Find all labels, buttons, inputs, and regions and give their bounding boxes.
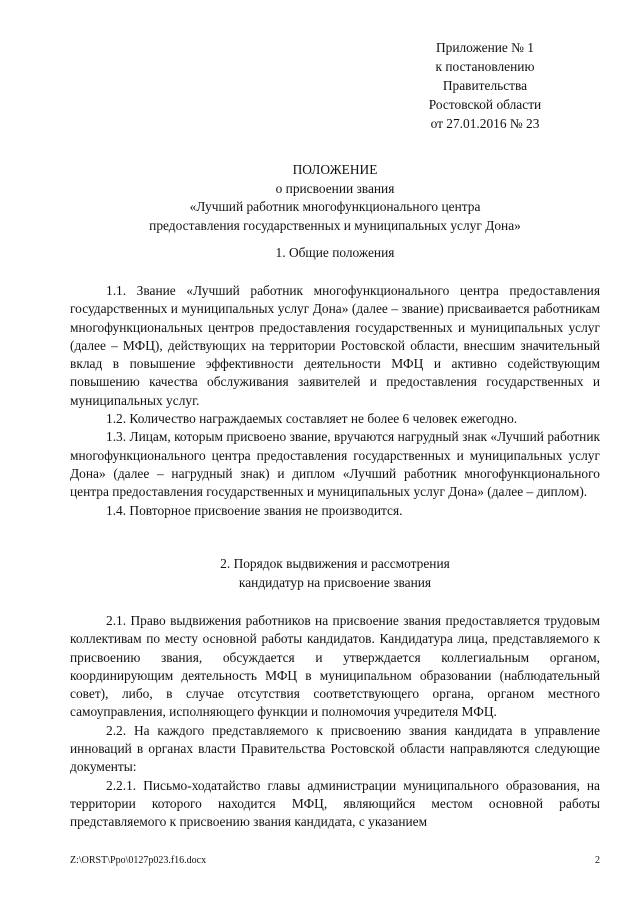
paragraph: 1.1. Звание «Лучший работник многофункционального центра предоставления государственных и муниципальных услуг Дона» (далее – звание) присваивается работникам многофункциональных центров предоставления государственных и муниципальных услуг (далее – МФЦ), действующих на территории Ростовской области, внесшим значительный вклад в повышение эффективности деятельности МФЦ и активно содействующим повышению качества обслуживания заявителей и предоставления государственных и муниципальных услуг. [70,283,600,408]
document-title [70,161,600,235]
paragraph: 1.4. Повторное присвоение звания не производится. [106,502,403,518]
section-2-heading-line: 2. Порядок выдвижения и рассмотрения [220,556,450,571]
appendix-line: Ростовской области [428,97,542,112]
paragraph: 1.3. Лицам, которым присвоено звание, вручаются нагрудный знак «Лучший работник многофункционального центра предоставления государственных и муниципальных услуг Дона» (далее – нагрудный знак) и диплом «Лучший работник многофункционального центра предоставления государственных и муниципальных услуг Дона» (далее – диплом). [70,429,600,500]
paragraph: 1.2. Количество награждаемых составляет не более 6 человек ежегодно. [106,411,518,427]
section-1-heading [70,244,600,263]
section-1-body [70,282,600,520]
title-line: предоставления государственных и муниципальных услуг Дона» [149,217,521,233]
footer-file-path: Z:\ORST\Ppo\0127p023.f16.docx [70,855,207,866]
appendix-note [380,38,590,133]
appendix-line: к постановлению [435,59,535,74]
section-1-heading-text: 1. Общие положения [275,245,395,260]
appendix-line: Правительства [442,78,528,93]
section-2-heading [70,555,600,592]
section-2-heading-line: кандидатур на присвоение звания [238,574,432,590]
paragraph: 2.1. Право выдвижения работников на присвоение звания предоставляется трудовым коллективам по месту основной работы кандидатов. Кандидатура лица, представляемого к присвоению звания, обсуждается и утверждается коллегиальным органом, координирующим деятельность МФЦ в муниципальном образовании (наблюдательный совет), либо, в случае отсутствия соответствующего органа, органом местного самоуправления, исполняющего функции и полномочия учредителя МФЦ. [70,613,600,720]
appendix-line: Приложение № 1 [435,40,535,55]
appendix-line: от 27.01.2016 № 23 [430,116,540,131]
title-line: «Лучший работник многофункционального центра [189,199,481,214]
section-2-body [70,612,600,832]
title-line: о присвоении звания [275,180,395,196]
title-heading: ПОЛОЖЕНИЕ [292,162,378,177]
footer-page-number: 2 [595,855,600,866]
paragraph: 2.2. На каждого представляемого к присвоению звания кандидата в управление инноваций в органах власти Правительства Ростовской области направляются следующие документы: [70,722,600,775]
paragraph: 2.2.1. Письмо-ходатайство главы администрации муниципального образования, на территории которого находится МФЦ, являющийся местом основной работы представляемого к присвоению звания кандидата, с указанием [70,777,600,830]
